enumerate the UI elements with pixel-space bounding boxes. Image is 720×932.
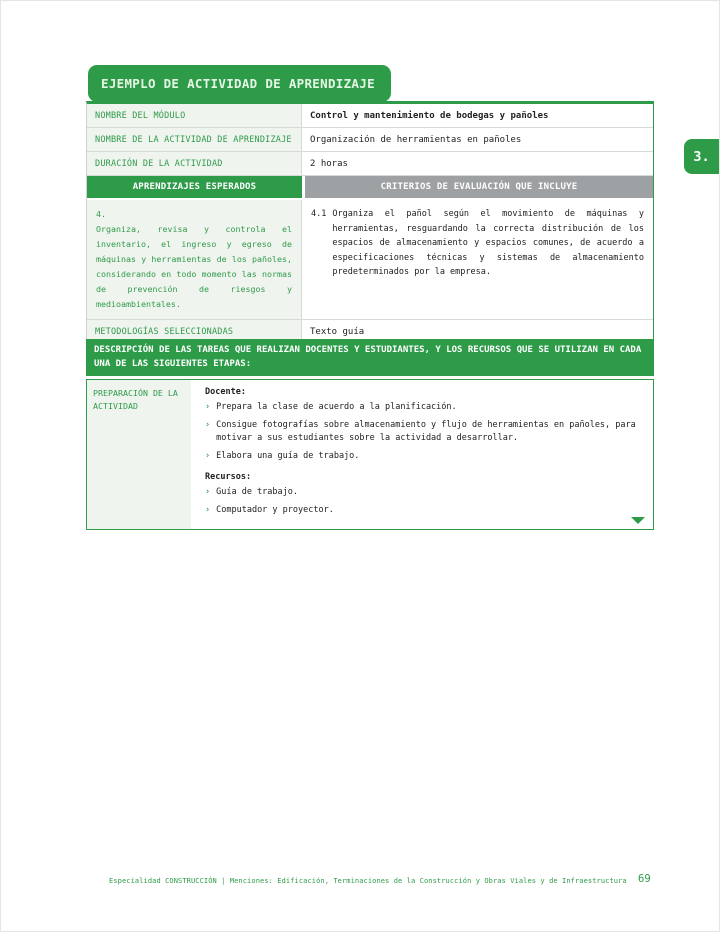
table-column-headers <box>87 176 653 200</box>
list-item <box>205 419 641 446</box>
chevron-bullet-icon: › <box>205 450 211 461</box>
docente-heading: Docente: <box>205 387 246 397</box>
chevron-bullet-icon: › <box>205 487 211 497</box>
page-title: EJEMPLO DE ACTIVIDAD DE APRENDIZAJE <box>101 76 375 91</box>
preparation-stage-label: PREPARACIÓN DE LA ACTIVIDAD <box>87 380 191 529</box>
row-value: Texto guía <box>310 326 365 337</box>
aprendizaje-number: 4. <box>96 209 106 219</box>
list-item-text: Elabora una guía de trabajo. <box>216 450 360 461</box>
criterio-cell <box>302 200 653 319</box>
chapter-side-tab <box>684 139 719 174</box>
activity-info-table <box>86 101 654 344</box>
chevron-bullet-icon: › <box>205 504 211 515</box>
criterio-text: Organiza el pañol según el movimiento de máquinas y herramientas, resguardando la correcta distribución de los espacios de almacenamiento y espacios comunes, de acuerdo a especificaciones técnicas y sistemas de almacenamiento predeterminados por la empresa. <box>332 209 644 277</box>
list-item-text: Consigue fotografías sobre almacenamiento y flujo de herramientas en pañoles, para motivar a sus estudiantes sobre la actividad a desarrollar. <box>216 419 636 443</box>
list-item-text: Guía de trabajo. <box>216 487 299 497</box>
row-label: METODOLOGÍAS SELECCIONADAS <box>87 320 302 343</box>
criterio-number: 4.1 <box>311 209 327 219</box>
list-item-text: Computador y proyector. <box>216 504 334 515</box>
list-item <box>205 401 641 415</box>
row-label: NOMBRE DE LA ACTIVIDAD DE APRENDIZAJE <box>87 128 302 151</box>
continuation-arrow-icon <box>631 517 645 524</box>
table-row-aprendizaje-criterio <box>87 200 653 320</box>
chevron-bullet-icon: › <box>205 419 211 430</box>
aprendizaje-text: Organiza, revisa y controla el inventario, el ingreso y egreso de máquinas y herramientas de los pañoles, considerando en todo momento las normas de prevención de riesgos y medioambientales. <box>96 224 292 309</box>
row-value: Organización de herramientas en pañoles <box>310 134 522 145</box>
title-tab <box>88 65 391 102</box>
table-row-duracion <box>87 152 653 176</box>
header-aprendizajes: APRENDIZAJES ESPERADOS <box>87 176 302 198</box>
row-label: DURACIÓN DE LA ACTIVIDAD <box>87 152 302 175</box>
chevron-bullet-icon: › <box>205 402 211 412</box>
description-banner-text: DESCRIPCIÓN DE LAS TAREAS QUE REALIZAN DOCENTES Y ESTUDIANTES, Y LOS RECURSOS QUE SE UTILIZAN EN CADA UNA DE LAS SIGUIENTES ETAPAS: <box>94 345 642 369</box>
table-row-actividad <box>87 128 653 152</box>
row-value: 2 horas <box>310 158 348 169</box>
footer-text: Especialidad CONSTRUCCIÓN | Menciones: Edificación, Terminaciones de la Construcción y Obras Viales y de Infraestructura <box>109 877 627 885</box>
chapter-number: 3. <box>693 148 710 165</box>
recursos-heading: Recursos: <box>205 472 252 482</box>
row-label: NOMBRE DEL MÓDULO <box>87 104 302 127</box>
preparation-box <box>86 379 654 530</box>
description-banner <box>86 339 654 376</box>
preparation-content <box>191 380 653 529</box>
page-number: 69 <box>638 873 651 885</box>
list-item <box>205 450 641 464</box>
aprendizaje-cell <box>87 200 302 319</box>
list-item <box>205 504 641 518</box>
table-row-modulo <box>87 104 653 128</box>
list-item-text: Prepara la clase de acuerdo a la planificación. <box>216 402 457 412</box>
row-value: Control y mantenimiento de bodegas y pañoles <box>310 110 549 121</box>
list-item <box>205 486 641 500</box>
header-criterios: CRITERIOS DE EVALUACIÓN QUE INCLUYE <box>305 176 653 198</box>
